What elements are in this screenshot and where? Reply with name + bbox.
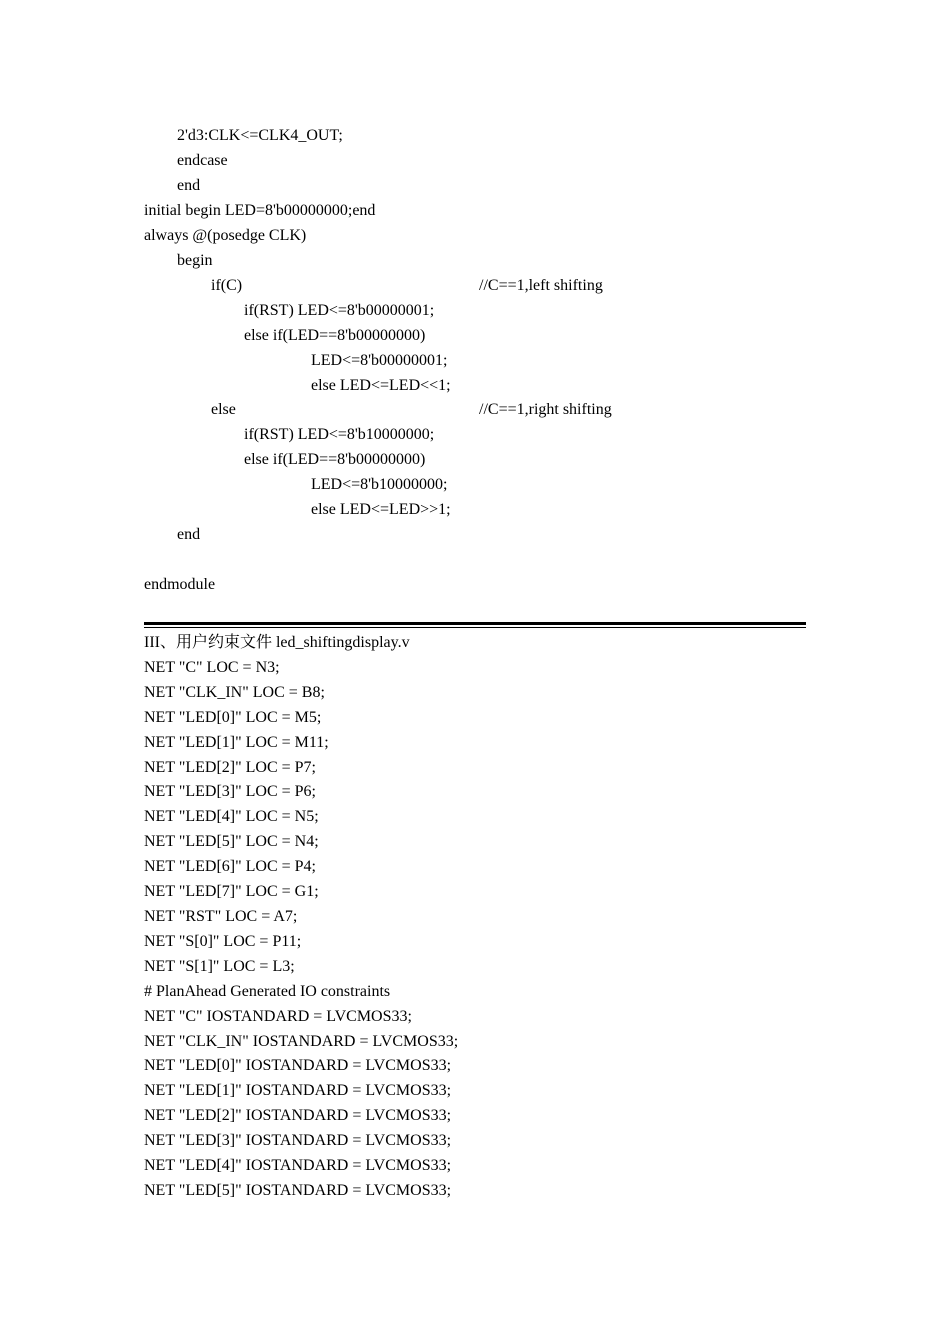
ucf-line: NET "LED[1]" IOSTANDARD = LVCMOS33; (144, 1082, 452, 1100)
ucf-line: NET "CLK_IN" IOSTANDARD = LVCMOS33; (144, 1032, 459, 1050)
code-comment-right-shifting: //C==1,right shifting (479, 401, 612, 418)
ucf-line: NET "LED[0]" LOC = M5; (144, 708, 322, 726)
ucf-line: NET "C" IOSTANDARD = LVCMOS33; (144, 1007, 412, 1025)
code-line-always: always @(posedge CLK) (144, 227, 307, 244)
code-line-case-item: 2'd3:CLK<=CLK4_OUT; (177, 127, 343, 144)
ucf-line: NET "LED[2]" IOSTANDARD = LVCMOS33; (144, 1107, 452, 1125)
code-line-endcase: endcase (177, 152, 228, 169)
ucf-line: NET "LED[5]" LOC = N4; (144, 833, 319, 851)
code-line-left-rst: if(RST) LED<=8'b00000001; (244, 302, 435, 319)
ucf-line: NET "RST" LOC = A7; (144, 907, 298, 925)
section-divider-thick (144, 622, 806, 625)
code-line-right-shift: else LED<=LED>>1; (311, 501, 451, 518)
code-line-else: else (211, 401, 236, 418)
code-line-right-assign: LED<=8'b10000000; (311, 476, 448, 493)
ucf-line: NET "LED[3]" IOSTANDARD = LVCMOS33; (144, 1132, 452, 1150)
code-line-right-elseif: else if(LED==8'b00000000) (244, 451, 426, 468)
code-line-endmodule: endmodule (144, 576, 216, 593)
verilog-code-block (0, 0, 950, 600)
ucf-line: NET "LED[7]" LOC = G1; (144, 883, 319, 901)
ucf-line: NET "LED[4]" IOSTANDARD = LVCMOS33; (144, 1157, 452, 1175)
code-line-end-block: end (177, 526, 201, 543)
section-divider-thin (144, 627, 806, 628)
ucf-line: # PlanAhead Generated IO constraints (144, 982, 391, 1000)
ucf-line: NET "S[1]" LOC = L3; (144, 957, 295, 975)
code-line-begin: begin (177, 252, 213, 269)
ucf-line: NET "CLK_IN" LOC = B8; (144, 683, 325, 701)
code-line-end: end (177, 177, 201, 194)
code-line-right-rst: if(RST) LED<=8'b10000000; (244, 426, 435, 443)
code-line-left-elseif: else if(LED==8'b00000000) (244, 327, 426, 344)
code-line-initial: initial begin LED=8'b00000000;end (144, 202, 376, 219)
ucf-line: NET "LED[5]" IOSTANDARD = LVCMOS33; (144, 1181, 452, 1199)
ucf-line: NET "LED[0]" IOSTANDARD = LVCMOS33; (144, 1057, 452, 1075)
ucf-constraints-list (144, 631, 458, 1204)
code-line-left-shift: else LED<=LED<<1; (311, 377, 451, 394)
ucf-line: NET "LED[4]" LOC = N5; (144, 808, 319, 826)
code-comment-left-shifting: //C==1,left shifting (479, 277, 603, 294)
ucf-line: NET "LED[3]" LOC = P6; (144, 783, 316, 801)
ucf-line: NET "LED[2]" LOC = P7; (144, 758, 316, 776)
ucf-line: NET "LED[6]" LOC = P4; (144, 858, 316, 876)
ucf-line: NET "S[0]" LOC = P11; (144, 932, 302, 950)
ucf-heading: III、用户约束文件 led_shiftingdisplay.v (144, 634, 410, 651)
code-line-if-c: if(C) (211, 277, 243, 294)
ucf-line: NET "LED[1]" LOC = M11; (144, 733, 329, 751)
code-line-left-assign: LED<=8'b00000001; (311, 352, 448, 369)
ucf-line: NET "C" LOC = N3; (144, 658, 280, 676)
